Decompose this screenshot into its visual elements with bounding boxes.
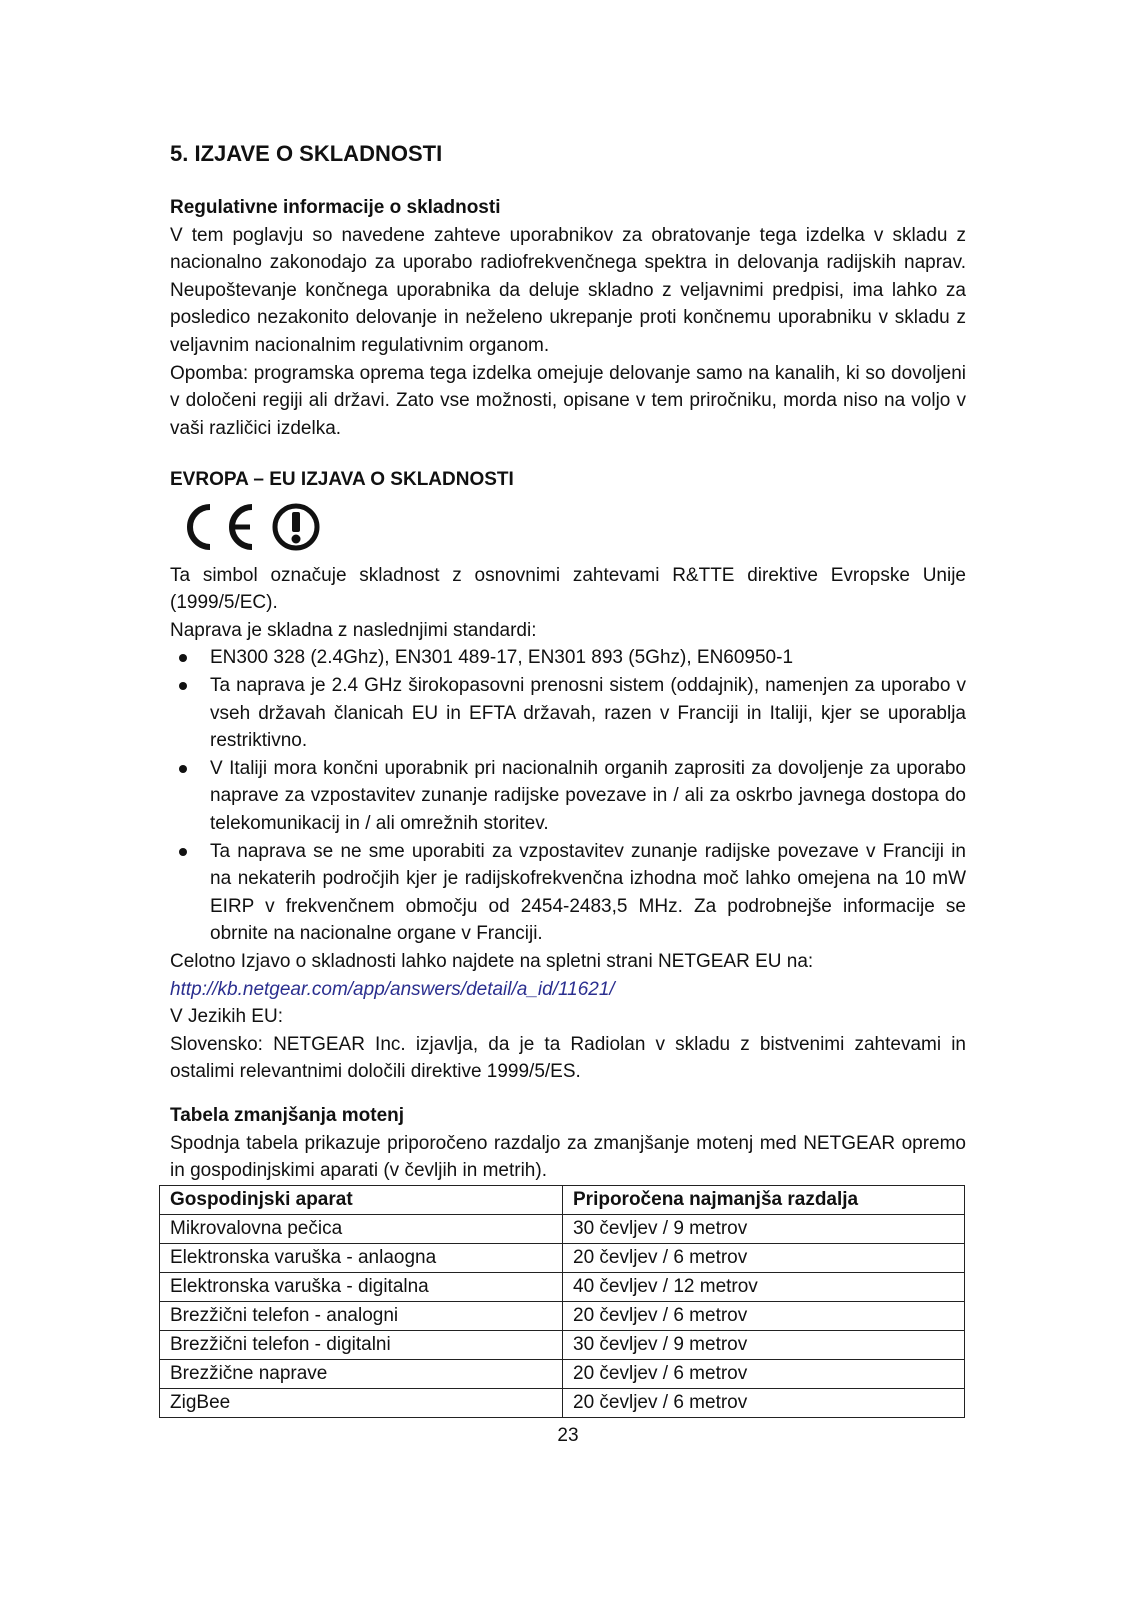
table-title: Tabela zmanjšanja motenj [170, 1105, 405, 1126]
table-row [160, 1244, 965, 1273]
distance-table [159, 1185, 965, 1418]
appliance-cell: Elektronska varuška - anlaogna [160, 1244, 563, 1273]
list-item: V Italiji mora končni uporabnik pri nacionalnih organih zaprositi za dovoljenje za uporabo naprave za vzpostavitev zunanje radijske povezave in / ali za oskrbo javnega dostopa do telekomunikacij in / ali omrežnih storitev. [170, 755, 966, 838]
eu-title: EVROPA – EU IZJAVA O SKLADNOSTI [170, 469, 514, 490]
alert-class-2-icon [268, 501, 324, 553]
table-row [160, 1360, 965, 1389]
table-row [160, 1331, 965, 1360]
document-page [170, 0, 966, 1600]
table-row [160, 1302, 965, 1331]
table-row [160, 1389, 965, 1418]
table-header-row [160, 1186, 965, 1215]
column-header: Gospodinjski aparat [160, 1186, 563, 1215]
appliance-cell: Mikrovalovna pečica [160, 1215, 563, 1244]
distance-cell: 20 čevljev / 6 metrov [563, 1244, 965, 1273]
eu-section [170, 466, 966, 1086]
standards-list [170, 644, 966, 948]
appliance-cell: ZigBee [160, 1389, 563, 1418]
distance-cell: 20 čevljev / 6 metrov [563, 1360, 965, 1389]
table-row [160, 1273, 965, 1302]
standards-intro: Naprava je skladna z naslednjimi standardi: [170, 619, 537, 641]
regulatory-title: Regulativne informacije o skladnosti [170, 197, 501, 218]
appliance-cell: Brezžični telefon - analogni [160, 1302, 563, 1331]
slovensko-statement: Slovensko: NETGEAR Inc. izjavlja, da je ta Radiolan v skladu z bistvenimi zahtevami in ostalimi relevantnimi določili direktive 1999/5/ES. [170, 1033, 966, 1083]
note-paragraph: Opomba: programska oprema tega izdelka omejuje delovanje samo na kanalih, ki so dovoljeni v določeni regiji ali državi. Zato vse možnosti, opisane v tem priročniku, morda niso na voljo v vaši različici izdelka. [170, 362, 966, 439]
full-declaration-text: Celotno Izjavo o skladnosti lahko najdete na spletni strani NETGEAR EU na: [170, 950, 814, 972]
section-heading: 5. IZJAVE O SKLADNOSTI [170, 141, 443, 166]
list-item: Ta naprava je 2.4 GHz širokopasovni prenosni sistem (oddajnik), namenjen za uporabo v vseh državah članicah EU in EFTA državah, razen v Franciji in Italiji, kjer se uporablja restriktivno. [170, 672, 966, 755]
distance-cell: 30 čevljev / 9 metrov [563, 1331, 965, 1360]
column-header: Priporočena najmanjša razdalja [563, 1186, 965, 1215]
table-row [160, 1215, 965, 1244]
regulatory-paragraph: V tem poglavju so navedene zahteve uporabnikov za obratovanje tega izdelka v skladu z nacionalno zakonodajo za uporabo radiofrekvenčnega spektra in delovanja radijskih naprav. Neupoštevanje končnega uporabnika da deluje skladno z veljavnimi predpisi, ima lahko za posledico nezakonito delovanje in neželeno ukrepanje proti končnemu uporabniku v skladu z veljavnim nacionalnim regulativnim organom. [170, 224, 966, 356]
distance-cell: 20 čevljev / 6 metrov [563, 1389, 965, 1418]
symbol-text: Ta simbol označuje skladnost z osnovnimi zahtevami R&TTE direktive Evropske Unije (1999/5/EC). [170, 564, 966, 614]
interference-section [170, 1102, 966, 1185]
page-number: 23 [557, 1425, 579, 1446]
list-item: Ta naprava se ne sme uporabiti za vzpostavitev zunanje radijske povezave v Franciji in na nekaterih področjih kjer je radijskofrekvenčna izhodna moč lahko omejena na 10 mW EIRP v frekvenčnem območju od 2454-2483,5 MHz. Za podrobnejše informacije se obrnite na nacionalne organe v Franciji. [170, 838, 966, 948]
distance-cell: 20 čevljev / 6 metrov [563, 1302, 965, 1331]
compliance-logos [170, 498, 966, 556]
appliance-cell: Brezžične naprave [160, 1360, 563, 1389]
declaration-link[interactable]: http://kb.netgear.com/app/answers/detail/a_id/11621/ [170, 978, 615, 1000]
list-item: EN300 328 (2.4Ghz), EN301 489-17, EN301 893 (5Ghz), EN60950-1 [170, 644, 966, 672]
eu-languages-label: V Jezikih EU: [170, 1006, 283, 1028]
appliance-cell: Brezžični telefon - digitalni [160, 1331, 563, 1360]
regulatory-section [170, 194, 966, 442]
distance-cell: 40 čevljev / 12 metrov [563, 1273, 965, 1302]
distance-cell: 30 čevljev / 9 metrov [563, 1215, 965, 1244]
table-intro: Spodnja tabela prikazuje priporočeno razdaljo za zmanjšanje motenj med NETGEAR opremo in gospodinjskimi aparati (v čevljih in metrih). [170, 1132, 966, 1182]
appliance-cell: Elektronska varuška - digitalna [160, 1273, 563, 1302]
